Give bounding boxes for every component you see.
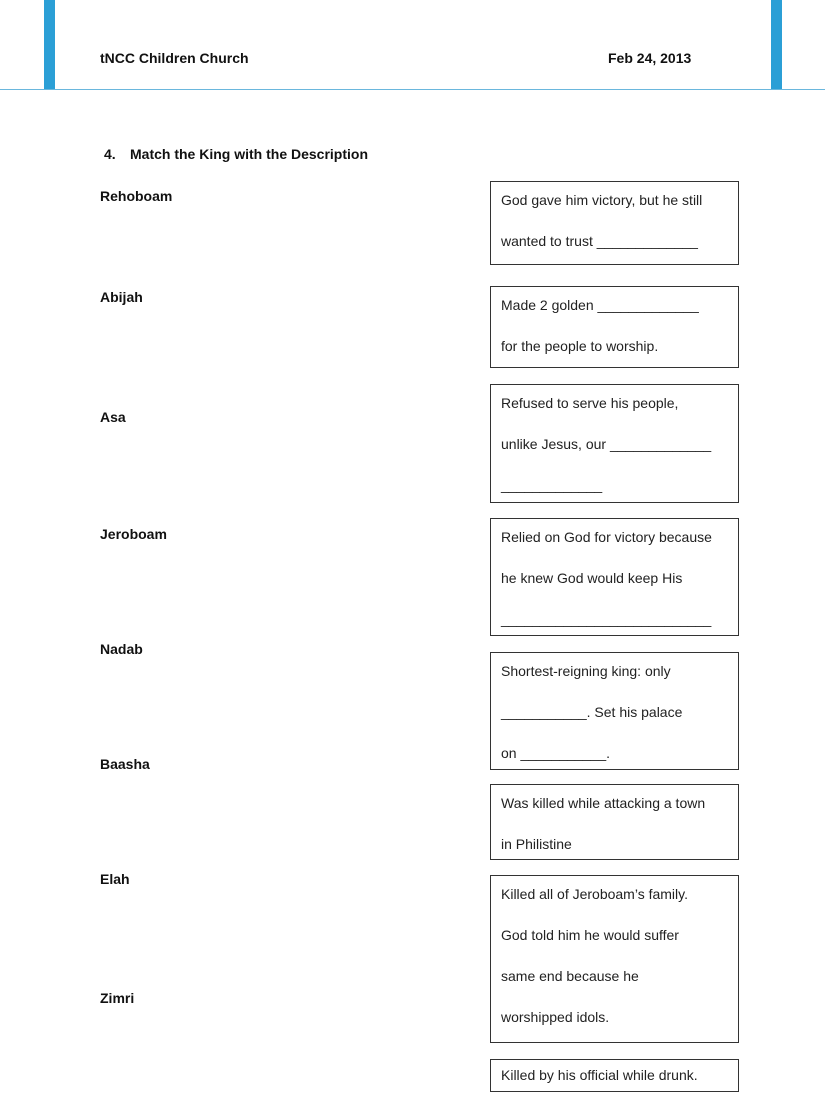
description-line: Shortest-reigning king: only xyxy=(501,663,671,679)
description-line: wanted to trust _____________ xyxy=(501,233,698,249)
description-line: unlike Jesus, our _____________ xyxy=(501,436,712,452)
king-name: Jeroboam xyxy=(100,526,167,542)
description-line: Was killed while attacking a town xyxy=(501,795,706,811)
description-line: Refused to serve his people, xyxy=(501,395,679,411)
description-line: in Philistine xyxy=(501,836,572,852)
description-box xyxy=(490,652,739,770)
description-line: worshipped idols. xyxy=(501,1009,610,1025)
king-name: Zimri xyxy=(100,990,135,1006)
description-line: Killed all of Jeroboam’s family. xyxy=(501,886,689,902)
description-line: God told him he would suffer xyxy=(501,927,679,943)
header-organization: tNCC Children Church xyxy=(100,50,249,66)
description-line: ___________. Set his palace xyxy=(501,704,683,720)
description-line: he knew God would keep His xyxy=(501,570,683,586)
header-date: Feb 24, 2013 xyxy=(608,50,692,66)
king-name: Rehoboam xyxy=(100,188,173,204)
description-line: same end because he xyxy=(501,968,639,984)
king-name: Nadab xyxy=(100,641,143,657)
description-box xyxy=(490,1059,739,1092)
description-line: _____________ xyxy=(501,477,603,493)
king-name: Asa xyxy=(100,409,126,425)
description-box xyxy=(490,784,739,860)
question-number: 4. xyxy=(104,146,116,162)
king-name: Elah xyxy=(100,871,130,887)
description-box xyxy=(490,286,739,368)
description-box xyxy=(490,518,739,636)
description-line: Killed by his official while drunk. xyxy=(501,1067,698,1083)
description-box xyxy=(490,875,739,1043)
header-right-accent-bar xyxy=(771,0,782,90)
king-name: Baasha xyxy=(100,756,150,772)
description-line: on ___________. xyxy=(501,745,610,761)
king-name: Abijah xyxy=(100,289,143,305)
description-line: for the people to worship. xyxy=(501,338,659,354)
description-box xyxy=(490,181,739,265)
description-line: God gave him victory, but he still xyxy=(501,192,703,208)
question-title: Match the King with the Description xyxy=(130,146,369,162)
description-line: ___________________________ xyxy=(501,611,712,627)
header-divider xyxy=(0,89,825,90)
description-line: Relied on God for victory because xyxy=(501,529,712,545)
description-line: Made 2 golden _____________ xyxy=(501,297,699,313)
description-box xyxy=(490,384,739,503)
question-heading xyxy=(104,146,368,162)
header-left-accent-bar xyxy=(44,0,55,90)
